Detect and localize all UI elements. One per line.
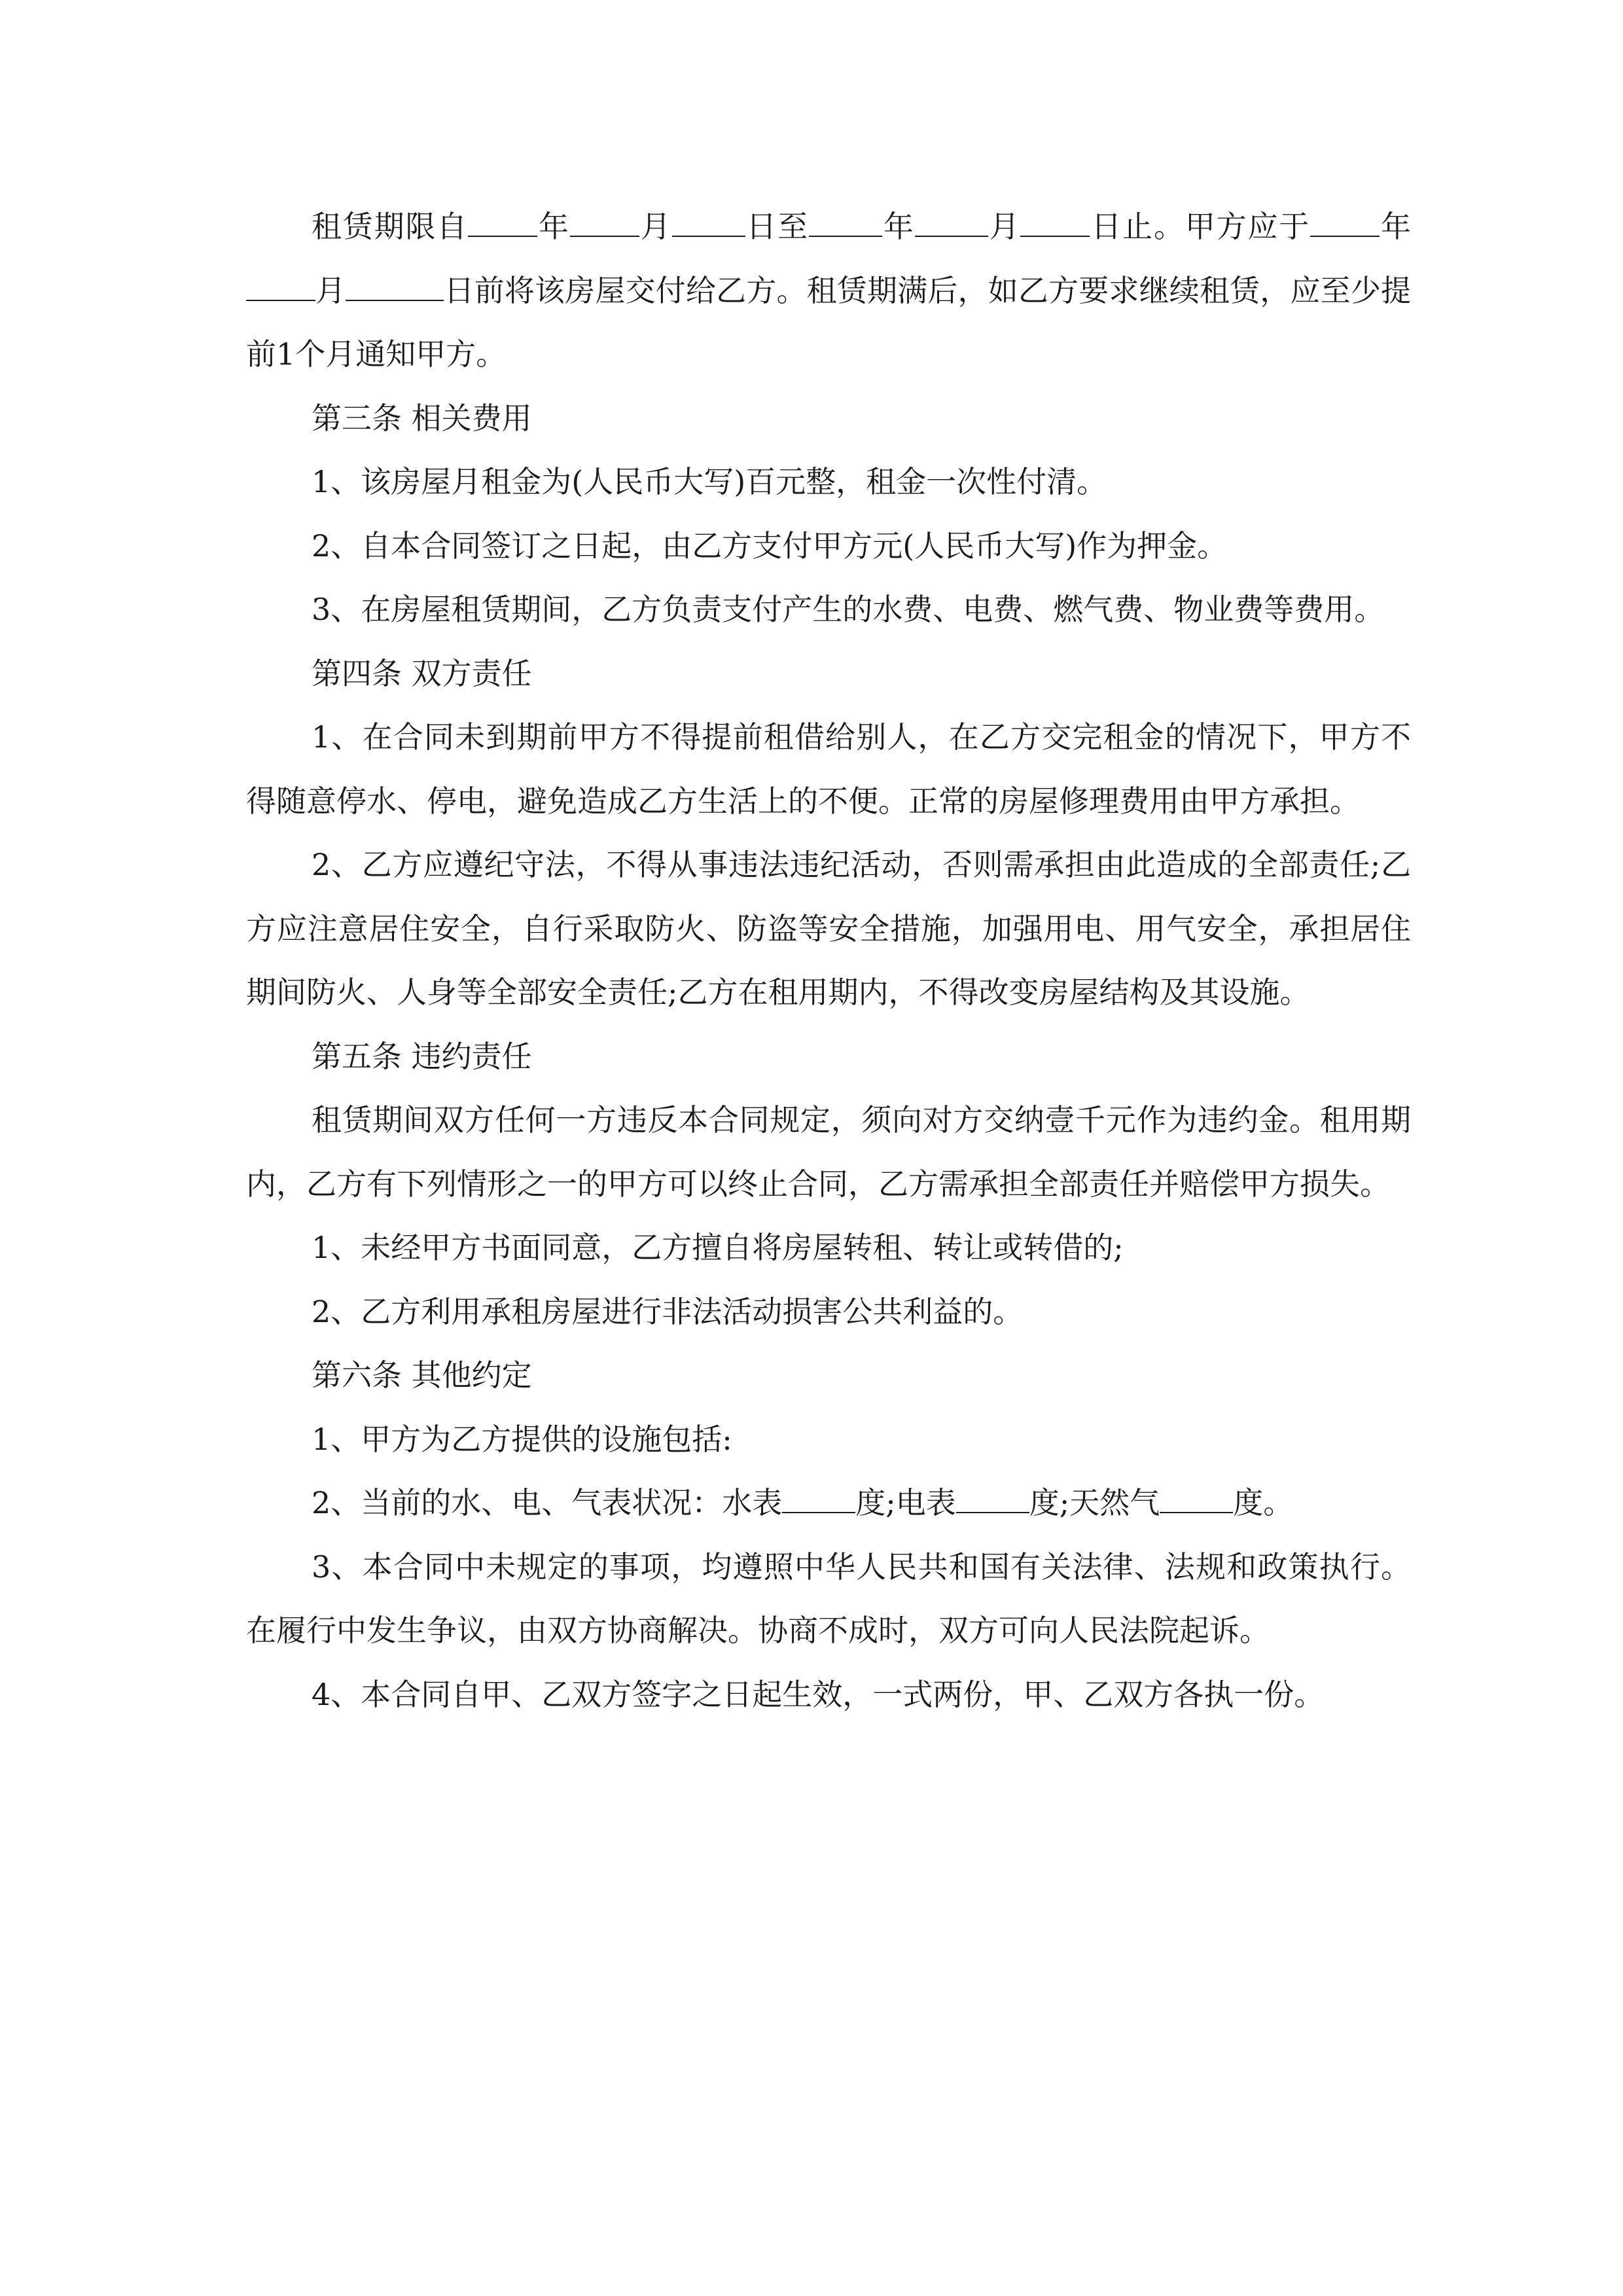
- day-to-label: 日至: [745, 209, 810, 244]
- month-label: 月: [988, 209, 1021, 244]
- year-label: 年: [1380, 209, 1412, 244]
- article-3-item-3: 3、在房屋租赁期间，乙方负责支付产生的水费、电费、燃气费、物业费等费用。: [312, 592, 1385, 627]
- article-6-item-4: 4、本合同自甲、乙双方签字之日起生效，一式两份，甲、乙双方各执一份。: [312, 1676, 1325, 1712]
- delivery-text: 日止。甲方应于: [1090, 209, 1311, 244]
- electric-meter-blank: [956, 1486, 1029, 1513]
- end-month-blank: [915, 209, 988, 237]
- lease-term-paragraph: [246, 195, 1411, 387]
- article-3-item-1: 1、该房屋月租金为(人民币大写)百元整，租金一次性付清。: [312, 464, 1107, 499]
- month-label: 月: [315, 272, 346, 308]
- start-day-blank: [672, 209, 745, 237]
- gas-meter-label: 度;天然气: [1029, 1485, 1160, 1520]
- article-4-item-2: 2、乙方应遵纪守法，不得从事违法违纪活动，否则需承担由此造成的全部责任;乙方应注意居住安全，自行采取防火、防盗等安全措施，加强用电、用气安全，承担居住期间防火、人身等全部安全责任;乙方在租用期内，不得改变房屋结构及其设施。: [246, 847, 1411, 1010]
- contract-body: [246, 195, 1411, 1727]
- end-year-blank: [809, 209, 882, 237]
- meter-status-text: 2、当前的水、电、气表状况：水表: [312, 1485, 783, 1520]
- article-5-item-1: 1、未经甲方书面同意，乙方擅自将房屋转租、转让或转借的;: [312, 1230, 1124, 1265]
- gas-meter-blank: [1160, 1486, 1233, 1513]
- delivery-day-blank: [346, 274, 444, 301]
- delivery-month-blank: [246, 274, 315, 301]
- article-3-title: 第三条 相关费用: [312, 400, 532, 436]
- article-3-item-2: 2、自本合同签订之日起，由乙方支付甲方元(人民币大写)作为押金。: [312, 528, 1228, 564]
- end-day-blank: [1020, 209, 1090, 237]
- delivery-year-blank: [1310, 209, 1380, 237]
- article-5-item-2: 2、乙方利用承租房屋进行非法活动损害公共利益的。: [312, 1293, 1024, 1329]
- degree-end-label: 度。: [1233, 1485, 1294, 1520]
- article-4-title: 第四条 双方责任: [312, 655, 532, 691]
- delivery-text-end: 日前将该房屋交付给乙方。租赁期满后，如乙方要求继续租赁，应至少提前1个月通知甲方。: [246, 272, 1412, 372]
- start-month-blank: [570, 209, 639, 237]
- start-year-blank: [468, 209, 537, 237]
- year-label: 年: [882, 209, 915, 244]
- water-meter-blank: [782, 1486, 855, 1513]
- year-label: 年: [537, 209, 570, 244]
- article-6-item-1: 1、甲方为乙方提供的设施包括:: [312, 1421, 732, 1457]
- electric-meter-label: 度;电表: [855, 1485, 956, 1520]
- month-label: 月: [639, 209, 672, 244]
- article-6-item-3: 3、本合同中未规定的事项，均遵照中华人民共和国有关法律、法规和政策执行。在履行中发生争议，由双方协商解决。协商不成时，双方可向人民法院起诉。: [246, 1549, 1411, 1648]
- article-6-title: 第六条 其他约定: [312, 1357, 532, 1393]
- article-5-title: 第五条 违约责任: [312, 1038, 532, 1074]
- article-6-item-2: [246, 1471, 1411, 1535]
- article-4-item-1: 1、在合同未到期前甲方不得提前租借给别人，在乙方交完租金的情况下，甲方不得随意停水、停电，避免造成乙方生活上的不便。正常的房屋修理费用由甲方承担。: [246, 719, 1411, 819]
- article-5-intro: 租赁期间双方任何一方违反本合同规定，须向对方交纳壹千元作为违约金。租用期内，乙方有下列情形之一的甲方可以终止合同，乙方需承担全部责任并赔偿甲方损失。: [246, 1102, 1411, 1202]
- lease-term-text: 租赁期限自: [312, 209, 469, 244]
